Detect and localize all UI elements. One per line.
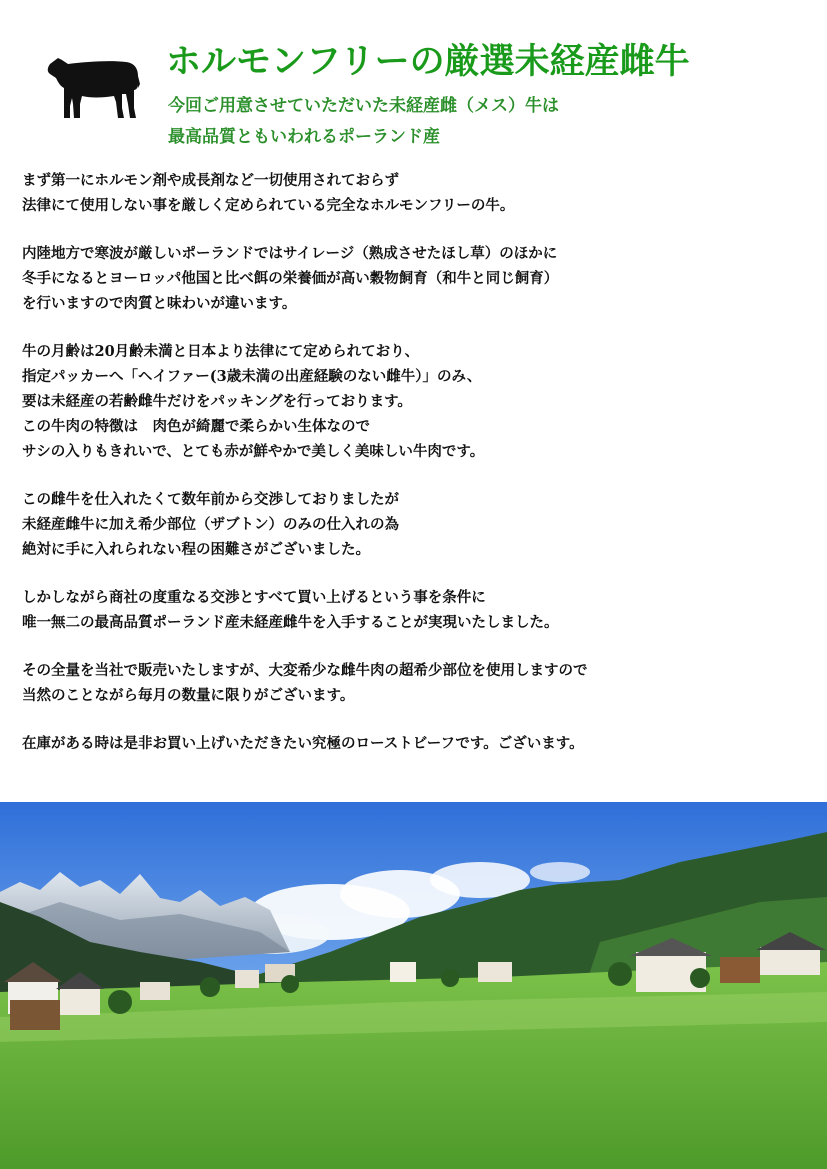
alpine-meadow-photo xyxy=(0,802,827,1169)
text-line: しかしながら商社の度重なる交渉とすべて買い上げるという事を条件に xyxy=(22,589,486,606)
paragraph-3 xyxy=(22,339,812,464)
text-line: 絶対に手に入れられない程の困難さがございました。 xyxy=(22,541,370,558)
paragraph-5 xyxy=(22,585,812,635)
body-text xyxy=(22,168,812,779)
text-line: 在庫がある時は是非お買い上げいただきたい究極のローストビーフです。ございます。 xyxy=(22,735,584,752)
page-title: ホルモンフリーの厳選未経産雌牛 xyxy=(166,41,690,82)
paragraph-6 xyxy=(22,658,812,708)
paragraph-4 xyxy=(22,487,812,562)
text-line: 冬手になるとヨーロッパ他国と比べ餌の栄養価が高い穀物飼育（和牛と同じ飼育） xyxy=(22,270,559,287)
text-line: サシの入りもきれいで、とても赤が鮮やかで美しく美味しい牛肉です。 xyxy=(22,443,485,460)
text-line: 内陸地方で寒波が厳しいポーランドではサイレージ（熟成させたほし草）のほかに xyxy=(22,245,558,262)
paragraph-2 xyxy=(22,241,812,316)
text-line: 指定パッカーへ「ヘイファー(3歳未満の出産経験のない雌牛）」のみ、 xyxy=(22,368,482,385)
text-line: その全量を当社で販売いたしますが、大変希少な雌牛肉の超希少部位を使用しますので xyxy=(22,662,588,679)
text-line: まず第一にホルモン剤や成長剤など一切使用されておらず xyxy=(22,172,399,189)
paragraph-1 xyxy=(22,168,812,218)
header xyxy=(0,0,827,160)
text-line: 法律にて使用しない事を厳しく定められている完全なホルモンフリーの牛。 xyxy=(22,197,515,214)
cow-icon xyxy=(46,54,140,120)
text-line: を行いますので肉質と味わいが違います。 xyxy=(22,295,297,312)
paragraph-7 xyxy=(22,731,812,756)
text-line: この牛肉の特徴は 肉色が綺麗で柔らかい生体なので xyxy=(22,418,370,435)
text-line: 要は未経産の若齢雌牛だけをパッキングを行っております。 xyxy=(22,393,412,410)
subtitle-line-1: 今回ご用意させていただいた未経産雌（メス）牛は xyxy=(168,96,559,116)
text-line: 唯一無二の最高品質ポーランド産未経産雌牛を入手することが実現いたしました。 xyxy=(22,614,559,631)
text-line: この雌牛を仕入れたくて数年前から交渉しておりましたが xyxy=(22,491,399,508)
subtitle-line-2: 最高品質ともいわれるポーランド産 xyxy=(168,127,440,147)
text-line: 牛の月齢は20月齢未満と日本より法律にて定められており、 xyxy=(22,343,420,360)
text-line: 当然のことながら毎月の数量に限りがございます。 xyxy=(22,687,355,704)
text-line: 未経産雌牛に加え希少部位（ザブトン）のみの仕入れの為 xyxy=(22,516,399,533)
